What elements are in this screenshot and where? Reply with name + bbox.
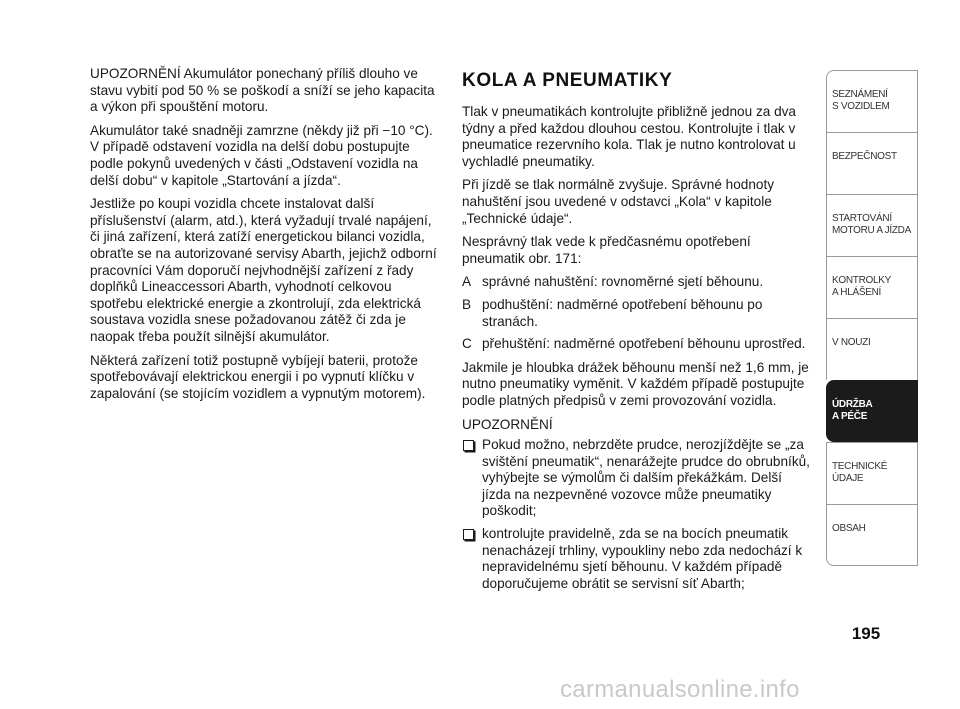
tab-kontrolky[interactable]: [826, 256, 918, 318]
tab-technicke[interactable]: [826, 442, 918, 504]
left-paragraph-2: Akumulátor také snadněji zamrzne (někdy již při −10 °C). V případě odstavení vozidla na delší dobu postupujte podle pokynů uvedených v části „Odstavení vozidla na delší dobu“ v kapitole „Startování a jízda“.: [90, 122, 433, 188]
list-item: [462, 526, 810, 592]
right-paragraph-3: Nesprávný tlak vede k předčasnému opotřebení pneumatik obr. 171:: [462, 234, 751, 266]
item-text: přehuštění: nadměrné opotřebení běhounu uprostřed.: [482, 336, 806, 352]
warning-bullets: [462, 437, 810, 592]
tab-label: SEZNÁMENÍ S VOZIDLEM: [832, 89, 890, 112]
item-letter: C: [462, 336, 472, 352]
checkbox-bullet-icon: [463, 440, 474, 451]
tab-startovani[interactable]: [826, 194, 918, 256]
left-paragraph-3: Jestliže po koupi vozidla chcete instalovat další příslušenství (alarm, atd.), která vyžadují trvalé napájení, či jiná zařízení, která zatíží energetickou bilanci vozidla, obraťte se na autorizované servisy Abarth, jejichž odborní pracovníci Vám doporučí nejvhodnější zařízení z řady doplňků Lineaccessori Abarth, vyhodnotí celkovou spotřebu elektrické energie a zkontrolují, zda elektrická soustava vozidla snese požadovanou zátěž či zda je naopak třeba použít silnější akumulátor.: [90, 196, 437, 344]
page-number: 195: [851, 624, 881, 643]
watermark: carmanualsonline.info: [560, 676, 800, 703]
item-text: podhuštění: nadměrné opotřebení běhounu po stranách.: [482, 296, 763, 329]
tab-v-nouzi[interactable]: [826, 318, 918, 380]
list-item: [462, 297, 810, 330]
item-letter: A: [462, 274, 472, 290]
bullet-text: kontrolujte pravidelně, zda se na bocích pneumatik nenacházejí trhliny, vypoukliny nebo zda nedochází k nepravidelnému sjetí běhounu. V každém případě doporučujeme obrátit se servisní síť Abarth;: [482, 526, 803, 591]
right-column: [462, 70, 810, 599]
left-paragraph-1: UPOZORNĚNÍ Akumulátor ponechaný příliš dlouho ve stavu vybití pod 50 % se poškodí a sníží se jeho kapacita a výkon při spouštění motoru.: [90, 66, 435, 115]
chapter-tabs: [826, 70, 918, 566]
tab-seznameni[interactable]: [826, 70, 918, 132]
item-text: správné nahuštění: rovnoměrné sjetí běhounu.: [482, 274, 764, 290]
list-item: [462, 437, 810, 520]
right-paragraph-4: Jakmile je hloubka drážek běhounu menší než 1,6 mm, je nutno pneumatiky vyměnit. V každém případě postupujte podle platných předpisů v zemi provozování vozidla.: [462, 359, 809, 408]
list-item: [462, 274, 810, 291]
left-column: [90, 66, 438, 409]
checkbox-bullet-icon: [463, 529, 474, 540]
tab-label: V NOUZI: [832, 337, 871, 348]
tab-bezpecnost[interactable]: [826, 132, 918, 194]
tab-obsah[interactable]: [826, 504, 918, 566]
left-paragraph-4: Některá zařízení totiž postupně vybíjejí baterii, protože spotřebovávají elektrickou energii i po vypnutí klíčku v zapalování (se stojícím vozidlem a vypnutým motorem).: [90, 352, 426, 401]
tab-udrzba[interactable]: [826, 380, 918, 442]
item-letter: B: [462, 296, 472, 312]
tab-label: OBSAH: [832, 523, 866, 534]
tab-label: KONTROLKY A HLÁŠENÍ: [832, 275, 891, 298]
tab-label: TECHNICKÉ ÚDAJE: [832, 461, 888, 484]
tab-label: BEZPEČNOST: [832, 151, 897, 162]
bullet-text: Pokud možno, nebrzděte prudce, nerozjíždějte se „za svištění pneumatik“, nenarážejte prudce do obrubníků, vyhýbejte se výmolům či dalším překážkám. Delší jízda na nezpevněné vozovce může pneumatiky poškodit;: [482, 437, 810, 519]
tab-label: STARTOVÁNÍ MOTORU A JÍZDA: [832, 213, 911, 236]
right-paragraph-1: Tlak v pneumatikách kontrolujte přibližně jednou za dva týdny a před každou dlouhou cestou. Kontrolujte i tlak v pneumatice rezervního kola. Tlak je nutno kontrolovat u vychladlé pneumatiky.: [462, 104, 796, 169]
warning-label: UPOZORNĚNÍ: [462, 416, 553, 432]
list-item: [462, 336, 810, 353]
tire-wear-list: [462, 274, 810, 352]
section-heading: KOLA A PNEUMATIKY: [462, 70, 673, 91]
right-paragraph-2: Při jízdě se tlak normálně zvyšuje. Správné hodnoty nahuštění jsou uvedené v odstavci „Kola“ v kapitole „Technické údaje“.: [462, 177, 775, 226]
tab-label: ÚDRŽBA A PÉČE: [832, 399, 873, 422]
